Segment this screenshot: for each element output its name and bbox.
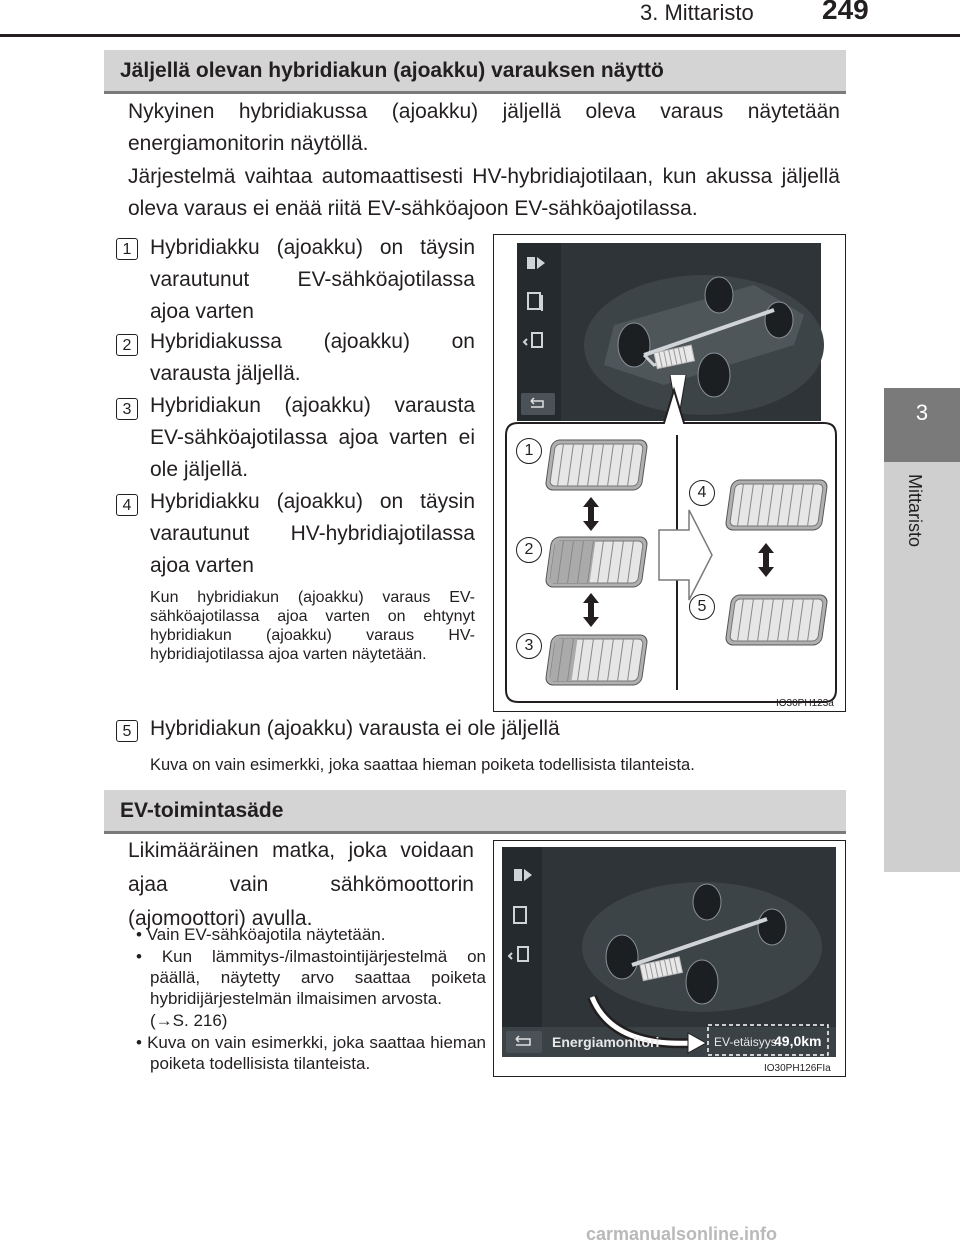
callout-2: 2 <box>516 537 542 563</box>
callout-4: 4 <box>689 480 715 506</box>
item-number-4: 4 <box>116 494 138 516</box>
section1-paragraph-2: Järjestelmä vaihtaa automaattisesti HV-hybridiajotilaan, kun akussa jäljellä oleva varaus ei enää riitä EV-sähköajoon EV-sähköajotilassa. <box>128 165 840 220</box>
section-heading-ev-range: EV-toimintasäde <box>104 790 846 834</box>
item-text-5: Hybridiakun (ajoakku) varausta ei ole jäljellä <box>150 717 560 740</box>
callout-5: 5 <box>689 594 715 620</box>
energy-monitor-illustration <box>502 847 836 1057</box>
chapter-tab-label: Mittaristo <box>905 474 925 548</box>
bullet-2: • Kun lämmitys-/ilmastointijärjestelmä on päällä, näytetty arvo saattaa poiketa hybridijärjestelmän ilmaisimen arvosta. <box>136 947 486 1008</box>
running-header: 3. Mittaristo <box>640 0 754 25</box>
battery-figure-illustration <box>494 235 844 710</box>
item-text-3: Hybridiakun (ajoakku) varausta EV-sähköajotilassa ajoa varten ei ole jäljellä. <box>150 394 475 481</box>
screen-title: Energiamonitori <box>552 1034 660 1050</box>
item-4-note: Kun hybridiakun (ajoakku) varaus EV-sähköajotilassa ajoa varten on ehtynyt hybridiakun (ajoakku) varaus HV-hybridiajotilassa ajoa varten näytetään. <box>150 589 475 663</box>
section2-bullet-list <box>128 924 486 1075</box>
section2-paragraph: Likimääräinen matka, joka voidaan ajaa vain sähkömoottorin (ajomoottori) avulla. <box>128 839 474 930</box>
item-text-1: Hybridiakku (ajoakku) on täysin varautunut EV-sähköajotilassa ajoa varten <box>150 236 475 323</box>
callout-1: 1 <box>516 438 542 464</box>
item-text-2: Hybridiakussa (ajoakku) on varausta jäljellä. <box>150 330 475 385</box>
page-number: 249 <box>822 0 869 25</box>
item-number-2: 2 <box>116 334 138 356</box>
item-number-1: 1 <box>116 238 138 260</box>
header-rule <box>0 34 960 37</box>
energy-monitor-screen <box>502 847 836 1057</box>
chapter-tab-number: 3 <box>884 388 960 462</box>
figure-code-1: IO30PH123a <box>776 698 834 709</box>
ev-range-label: EV-etäisyys <box>714 1035 777 1049</box>
item-text-4: Hybridiakku (ajoakku) on täysin varautunut HV-hybridiajotilassa ajoa varten <box>150 490 475 577</box>
battery-figure <box>493 234 846 712</box>
callout-3: 3 <box>516 633 542 659</box>
bullet-3: • Kuva on vain esimerkki, joka saattaa hieman poiketa todellisista tilanteista. <box>136 1033 486 1073</box>
ev-range-figure <box>493 840 846 1077</box>
bullet-2-ref: (→S. 216) <box>150 1011 228 1030</box>
section-heading-battery: Jäljellä olevan hybridiakun (ajoakku) varauksen näyttö <box>104 50 846 94</box>
ev-range-value: 49,0km <box>774 1033 822 1049</box>
item-number-3: 3 <box>116 398 138 420</box>
figure-note: Kuva on vain esimerkki, joka saattaa hieman poiketa todellisista tilanteista. <box>150 756 695 774</box>
item-number-5: 5 <box>116 720 138 742</box>
section1-paragraph-1: Nykyinen hybridiakussa (ajoakku) jäljellä oleva varaus näytetään energiamonitorin näytöllä. <box>128 100 840 155</box>
footer-watermark: carmanualsonline.info <box>586 1224 778 1244</box>
bullet-1: • Vain EV-sähköajotila näytetään. <box>136 925 386 944</box>
figure-code-2: IO30PH126FIa <box>764 1063 831 1074</box>
